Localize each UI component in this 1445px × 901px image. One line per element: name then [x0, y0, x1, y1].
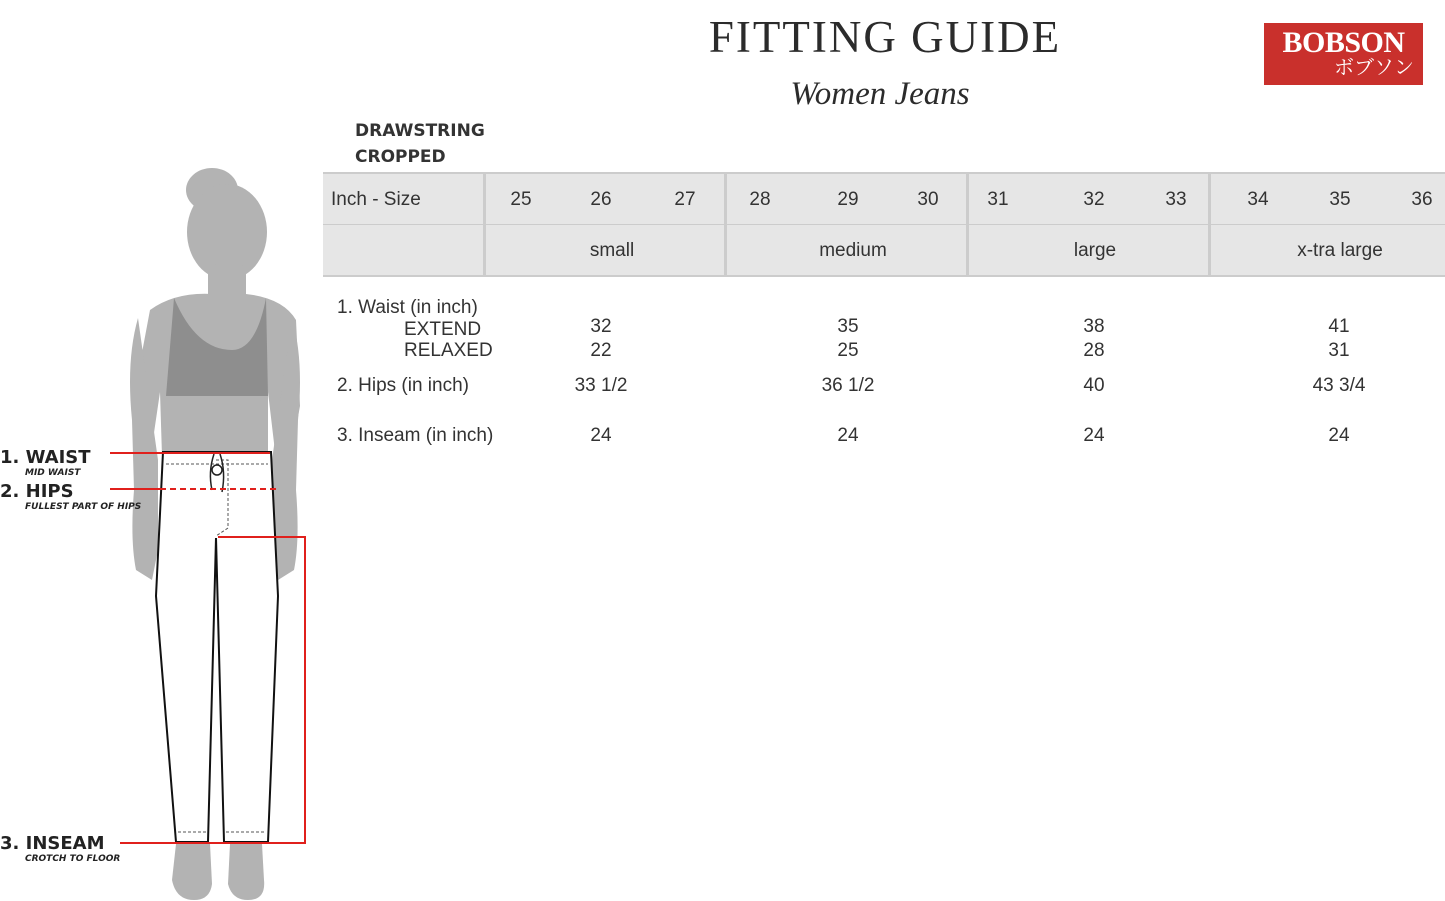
inseam-value: 24: [1083, 425, 1105, 446]
extend-value: 32: [590, 316, 612, 337]
waist-callout: [0, 447, 91, 478]
hips-callout: [0, 481, 142, 512]
size-header-row: [323, 172, 1445, 226]
size-number: 32: [1083, 189, 1105, 210]
relaxed-value: 25: [837, 340, 859, 361]
inseam-row-label: 3. Inseam (in inch): [337, 425, 494, 446]
size-group-xtra-large: x-tra large: [1297, 240, 1383, 261]
hips-value: 36 1/2: [821, 375, 875, 396]
size-number: 31: [987, 189, 1009, 210]
size-number: 25: [510, 189, 532, 210]
logo-katakana: ボブソン: [1334, 55, 1414, 79]
size-header-label: Inch - Size: [331, 189, 421, 210]
hips-value: 33 1/2: [574, 375, 628, 396]
inseam-callout: [0, 833, 121, 864]
logo-wordmark: BOBSON: [1282, 26, 1405, 59]
size-group-row: [323, 225, 1445, 277]
extend-value: 35: [837, 316, 859, 337]
column-divider: [1208, 174, 1211, 224]
column-divider: [966, 225, 969, 275]
extend-value: 38: [1083, 316, 1105, 337]
inseam-value: 24: [1328, 425, 1350, 446]
inseam-callout-sub: CROTCH TO FLOOR: [25, 854, 121, 864]
style-name: [355, 118, 555, 170]
size-number: 30: [917, 189, 939, 210]
hips-callout-label: 2. HIPS: [0, 481, 74, 502]
column-divider: [1208, 225, 1211, 275]
page-title: FITTING GUIDE: [708, 12, 1062, 62]
size-group-medium: medium: [819, 240, 887, 261]
size-number: 36: [1411, 189, 1433, 210]
style-name-line2: CROPPED: [355, 147, 446, 167]
relaxed-row-label: RELAXED: [404, 340, 493, 361]
hips-row-label: 2. Hips (in inch): [337, 375, 469, 396]
inseam-value: 24: [837, 425, 859, 446]
column-divider: [724, 225, 727, 275]
relaxed-value: 31: [1328, 340, 1350, 361]
brand-logo: [1264, 23, 1423, 85]
hips-value: 43 3/4: [1312, 375, 1366, 396]
column-divider: [724, 174, 727, 224]
inseam-callout-label: 3. INSEAM: [0, 833, 105, 854]
page-subtitle: Women Jeans: [790, 76, 970, 112]
column-divider: [483, 225, 486, 275]
hips-value: 40: [1083, 375, 1105, 396]
size-group-small: small: [589, 240, 635, 261]
inseam-value: 24: [590, 425, 612, 446]
hips-callout-sub: FULLEST PART OF HIPS: [25, 502, 142, 512]
inseam-line: [120, 537, 305, 843]
waist-callout-label: 1. WAIST: [0, 447, 91, 468]
extend-row-label: EXTEND: [404, 319, 482, 340]
relaxed-value: 22: [590, 340, 612, 361]
style-name-line1: DRAWSTRING: [355, 121, 485, 141]
size-number: 28: [749, 189, 771, 210]
relaxed-value: 28: [1083, 340, 1105, 361]
size-number: 26: [590, 189, 612, 210]
waist-callout-sub: MID WAIST: [25, 468, 81, 478]
column-divider: [966, 174, 969, 224]
size-number: 27: [674, 189, 696, 210]
size-number: 29: [837, 189, 859, 210]
size-group-large: large: [1073, 240, 1117, 261]
size-number: 35: [1329, 189, 1351, 210]
extend-value: 41: [1328, 316, 1350, 337]
size-number: 34: [1247, 189, 1269, 210]
size-number: 33: [1165, 189, 1187, 210]
waist-row-label: 1. Waist (in inch): [337, 297, 478, 318]
column-divider: [483, 174, 486, 224]
